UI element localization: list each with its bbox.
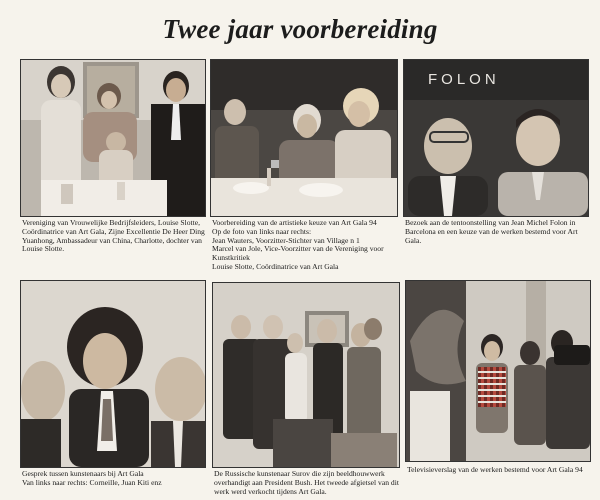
photo-tv-report [405, 280, 591, 462]
caption-photo2-line-1: Voorbereiding van de artistieke keuze van Art Gala 94 [212, 218, 377, 227]
caption-photo5-line: De Russische kunstenaar Surov die zijn beeldhouwwerk overhandigt aan President Bush. Het tweede afgietsel van dit werk werd verkocht tijdens Art Gala. [214, 469, 399, 496]
caption-photo4-line-2: Van links naar rechts: Corneille, Juan Kiti enz [22, 477, 162, 487]
photo-selection-meeting [210, 59, 398, 217]
caption-photo3 [405, 219, 589, 245]
caption-photo1 [22, 219, 206, 254]
photo-reception-group [20, 59, 206, 217]
caption-photo4-line-1: Gesprek tussen kunstenaars bij Art Gala [22, 469, 144, 478]
caption-photo3-line: Bezoek aan de tentoonstelling van Jean Michel Folon in Barcelona en een keuze van de werken bestemd voor Art Gala. [405, 218, 578, 245]
caption-photo2-line-3: Jean Wauters, Voorzitter-Stichter van Village n 1 [212, 235, 360, 245]
photo-artists-conversation-image [21, 281, 205, 467]
caption-photo2-line-4: Marcel van Jole, Vice-Voorzitter van de Vereniging voor Kunstkritiek [212, 244, 384, 263]
caption-photo1-line: Vereniging van Vrouwelijke Bedrijfsleiders, Louise Slotte, Coördinatrice van Art Gala, Zijne Excellentie De Heer Ding Yuanhong, Ambassadeur van China, Charlotte, dochter van Louise Slotte. [22, 218, 205, 254]
caption-photo5 [214, 470, 404, 496]
caption-photo6 [407, 466, 591, 475]
caption-photo4 [22, 470, 206, 488]
photo-reception-group-image [21, 60, 205, 216]
headline: Twee jaar voorbereiding [162, 14, 438, 44]
photo-artists-conversation [20, 280, 206, 468]
photo-folon-exhibition [403, 59, 589, 217]
photo-selection-meeting-image [211, 60, 397, 216]
folon-sign: FOLON [428, 71, 500, 88]
photo-folon-exhibition-image [404, 60, 588, 216]
caption-photo2 [212, 219, 402, 272]
caption-photo2-line-2: Op de foto van links naar rechts: [212, 226, 312, 236]
caption-photo2-line-5: Louise Slotte, Coördinatrice van Art Gala [212, 261, 339, 271]
photo-tv-report-image [406, 281, 590, 461]
photo-sculpture-handover-image [213, 283, 399, 467]
photo-sculpture-handover [212, 282, 400, 468]
caption-photo6-line: Televisieverslag van de werken bestemd voor Art Gala 94 [407, 465, 583, 474]
